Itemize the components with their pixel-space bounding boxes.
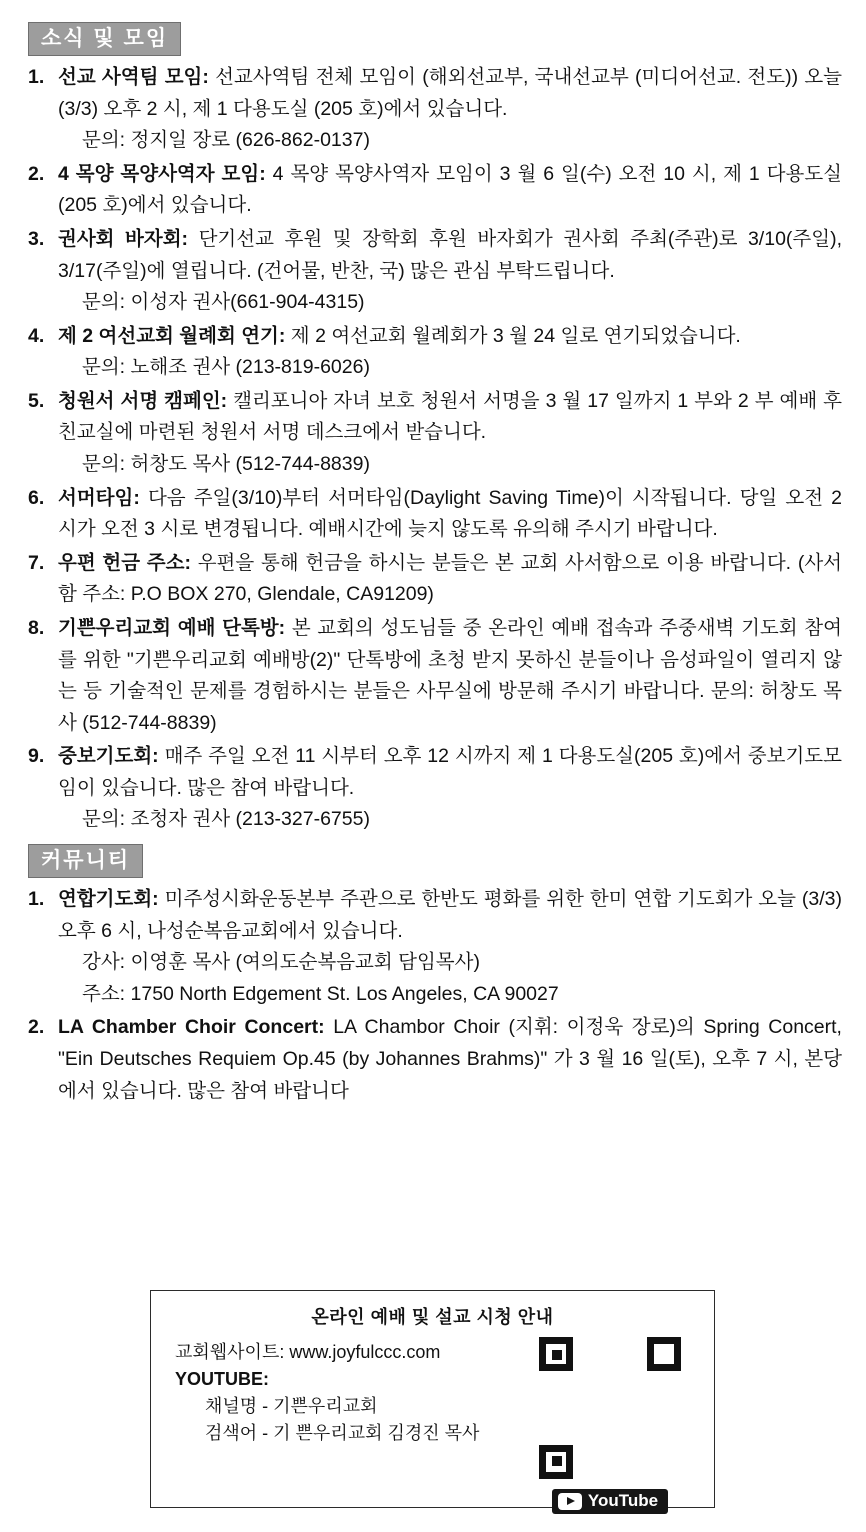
item-number: 2.	[28, 162, 45, 185]
item-lead: 선교 사역팀 모임:	[58, 66, 209, 89]
item-contact: 문의: 노해조 권사 (213-819-6026)	[82, 356, 370, 379]
info-box-text-column	[175, 1339, 514, 1514]
qr-and-badge-column	[520, 1339, 700, 1514]
list-item	[24, 224, 842, 319]
item-text: 단기선교 후원 및 장학회 후원 바자회가 권사회 주최(주관)로 3/10(주일), 3/17(주일)에 열립니다. (건어물, 반찬, 국) 많은 관심 부탁드립니다.	[58, 227, 842, 282]
news-item-list	[24, 62, 842, 836]
item-text: LA Chambor Choir (지휘: 이정욱 장로)의 Spring Concert, "Ein Deutsches Requiem Op.45 (by Johannes Brahms)" 가 3 월 16 일(토), 오후 7 시, 본당에서 있습니다. 많은 참여 바랍니다	[58, 1016, 842, 1102]
church-website-line[interactable]: 교회웹사이트: www.joyfulccc.com	[175, 1342, 441, 1362]
list-item	[24, 741, 842, 836]
item-paragraph	[58, 483, 842, 546]
info-box-body	[151, 1339, 714, 1514]
qr-dot-icon	[552, 1456, 562, 1466]
item-paragraph	[58, 741, 842, 804]
item-text: 매주 주일 오전 11 시부터 오후 12 시까지 제 1 다용도실(205 호)에서 중보기도모임이 있습니다. 많은 참여 바랍니다.	[58, 745, 842, 799]
item-contact: 문의: 이성자 권사(661-904-4315)	[82, 291, 365, 314]
play-icon	[558, 1493, 582, 1510]
item-number: 6.	[28, 486, 45, 509]
youtube-channel-name: 채널명 - 기쁜우리교회	[205, 1396, 378, 1416]
section-header-community: 커뮤니티	[28, 844, 143, 878]
item-lead: 서머타임:	[58, 486, 140, 509]
item-number: 1.	[28, 66, 45, 89]
item-paragraph	[58, 62, 842, 125]
youtube-search-keyword: 검색어 - 기 쁜우리교회 김경진 목사	[205, 1423, 480, 1443]
item-number: 2.	[28, 1016, 45, 1039]
item-text: 캘리포니아 자녀 보호 청원서 서명을 3 월 17 일까지 1 부와 2 부 예배 후 친교실에 마련된 청원서 서명 데스크에서 받습니다.	[58, 389, 842, 444]
list-item	[24, 1012, 842, 1107]
qr-code-icon[interactable]	[535, 1333, 685, 1483]
item-text: 4 목양 목양사역자 모임이 3 월 6 일(수) 오전 10 시, 제 1 다용도실(205 호)에서 있습니다.	[58, 162, 843, 217]
item-paragraph	[58, 548, 842, 611]
item-speaker: 강사: 이영훈 목사 (여의도순복음교회 담임목사)	[82, 951, 480, 974]
list-item	[24, 386, 842, 481]
item-contact: 문의: 허창도 목사 (512-744-8839)	[82, 453, 370, 476]
list-item	[24, 62, 842, 157]
list-item	[24, 548, 842, 611]
item-number: 1.	[28, 888, 45, 911]
section-header-news: 소식 및 모임	[28, 22, 181, 56]
list-item	[24, 321, 842, 384]
item-lead: 우편 헌금 주소:	[58, 551, 191, 574]
list-item	[24, 483, 842, 546]
item-number: 4.	[28, 324, 45, 347]
item-text: 본 교회의 성도님들 중 온라인 예배 접속과 주중새벽 기도회 참여를 위한 "기쁜우리교회 예배방(2)" 단톡방에 초청 받지 못하신 분들이나 음성파일이 열리지 않는 등 기술적인 문제를 경험하시는 분들은 사무실에 방문해 주시기 바랍니다. 문의: 허창도 목사 (512-744-8839)	[58, 616, 842, 734]
item-lead: 기쁜우리교회 예배 단톡방:	[58, 616, 286, 639]
item-address: 주소: 1750 North Edgement St. Los Angeles, CA 90027	[82, 982, 559, 1005]
item-text: 우편을 통해 헌금을 하시는 분들은 본 교회 사서함으로 이용 바랍니다. (사서함 주소: P.O BOX 270, Glendale, CA91209)	[58, 551, 842, 606]
item-paragraph	[58, 1012, 842, 1107]
item-lead: 청원서 서명 캠페인:	[58, 389, 228, 412]
item-text: 제 2 여선교회 월례회가 3 월 24 일로 연기되었습니다.	[285, 324, 741, 347]
item-lead: 제 2 여선교회 월례회 연기:	[58, 324, 286, 347]
item-text: 다음 주일(3/10)부터 서머타임(Daylight Saving Time)이 시작됩니다. 당일 오전 2 시가 오전 3 시로 변경됩니다. 예배시간에 늦지 않도록 유의해 주시기 바랍니다.	[58, 486, 842, 541]
item-number: 7.	[28, 551, 45, 574]
item-lead: 연합기도회:	[58, 888, 159, 911]
item-paragraph	[58, 884, 842, 947]
list-item	[24, 613, 842, 739]
item-number: 5.	[28, 389, 45, 412]
list-item	[24, 159, 842, 222]
youtube-label: YOUTUBE:	[175, 1369, 269, 1389]
item-lead: 중보기도회:	[58, 745, 159, 768]
item-lead: LA Chamber Choir Concert:	[58, 1016, 325, 1039]
community-item-list	[24, 884, 842, 1107]
item-contact: 문의: 조청자 권사 (213-327-6755)	[82, 808, 370, 831]
item-paragraph	[58, 159, 842, 222]
youtube-badge[interactable]	[552, 1489, 668, 1514]
item-lead: 4 목양 목양사역자 모임:	[58, 162, 266, 185]
online-worship-info-box	[150, 1290, 715, 1508]
item-paragraph	[58, 321, 842, 353]
item-text: 선교사역팀 전체 모임이 (해외선교부, 국내선교부 (미디어선교. 전도)) 오늘 (3/3) 오후 2 시, 제 1 다용도실 (205 호)에서 있습니다.	[58, 66, 842, 120]
info-box-title: 온라인 예배 및 설교 시청 안내	[311, 1307, 554, 1327]
item-contact: 문의: 정지일 장로 (626-862-0137)	[82, 129, 370, 152]
item-number: 9.	[28, 745, 45, 768]
item-number: 3.	[28, 227, 45, 250]
item-paragraph	[58, 613, 842, 739]
item-number: 8.	[28, 616, 45, 639]
list-item	[24, 884, 842, 1010]
item-lead: 권사회 바자회:	[58, 227, 189, 250]
item-paragraph	[58, 224, 842, 287]
item-paragraph	[58, 386, 842, 449]
youtube-badge-label: YouTube	[587, 1491, 659, 1510]
item-text: 미주성시화운동본부 주관으로 한반도 평화를 위한 한미 연합 기도회가 오늘 (3/3) 오후 6 시, 나성순복음교회에서 있습니다.	[58, 888, 842, 942]
qr-dot-icon	[658, 1350, 668, 1360]
qr-dot-icon	[552, 1350, 562, 1360]
